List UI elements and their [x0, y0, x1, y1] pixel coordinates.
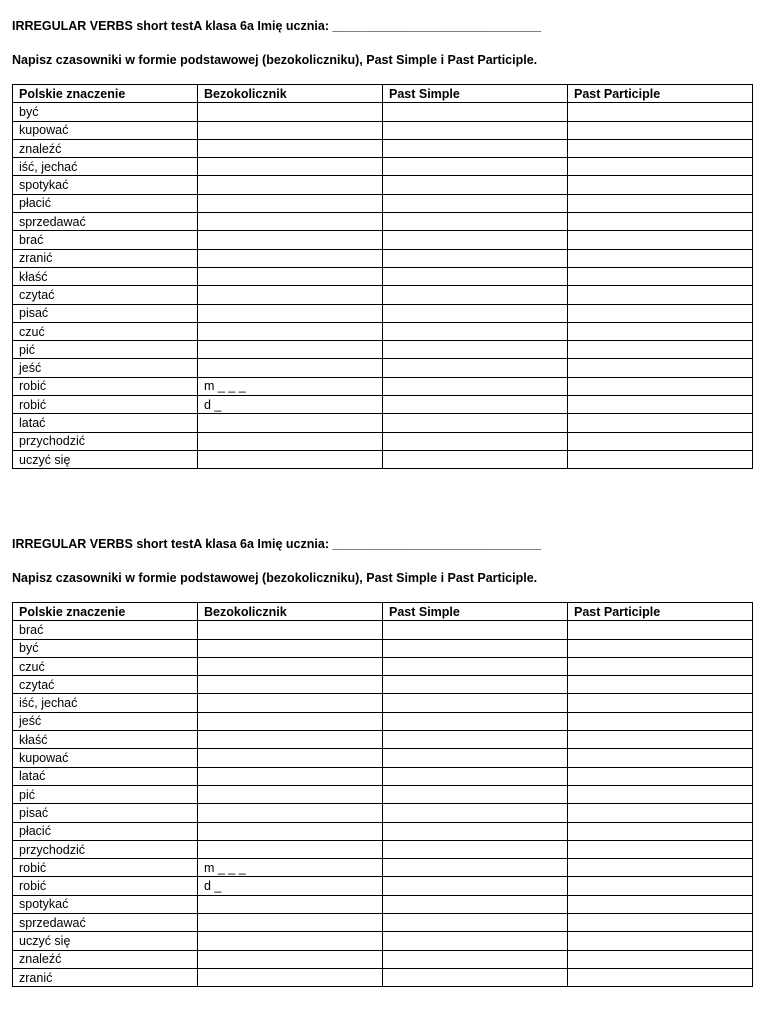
past-simple-answer-cell[interactable] [383, 731, 568, 749]
past-participle-answer-cell[interactable] [568, 158, 753, 176]
table-row [13, 694, 753, 712]
past-participle-answer-cell[interactable] [568, 731, 753, 749]
polish-meaning-cell: pisać [13, 304, 198, 322]
test-instruction: Napisz czasowniki w formie podstawowej (bezokoliczniku), Past Simple i Past Participle. [12, 571, 538, 585]
infinitive-answer-cell[interactable]: d _ [198, 877, 383, 895]
infinitive-answer-cell[interactable] [198, 804, 383, 822]
past-simple-answer-cell[interactable] [383, 676, 568, 694]
table-row [13, 322, 753, 340]
infinitive-answer-cell[interactable] [198, 731, 383, 749]
past-simple-answer-cell[interactable] [383, 414, 568, 432]
past-simple-answer-cell[interactable] [383, 621, 568, 639]
table-row [13, 231, 753, 249]
past-participle-answer-cell[interactable] [568, 286, 753, 304]
table-row [13, 396, 753, 414]
past-participle-answer-cell[interactable] [568, 396, 753, 414]
column-header-infinitive: Bezokolicznik [198, 603, 383, 621]
polish-meaning-cell: być [13, 639, 198, 657]
column-header-infinitive: Bezokolicznik [198, 85, 383, 103]
past-participle-answer-cell[interactable] [568, 657, 753, 675]
polish-meaning-cell: latać [13, 767, 198, 785]
polish-meaning-cell: spotykać [13, 176, 198, 194]
polish-meaning-cell: sprzedawać [13, 213, 198, 231]
table-row [13, 877, 753, 895]
table-row [13, 895, 753, 913]
past-simple-answer-cell[interactable] [383, 267, 568, 285]
past-simple-answer-cell[interactable] [383, 822, 568, 840]
infinitive-answer-cell[interactable] [198, 822, 383, 840]
past-simple-answer-cell[interactable] [383, 194, 568, 212]
infinitive-answer-cell[interactable] [198, 304, 383, 322]
past-participle-answer-cell[interactable] [568, 968, 753, 986]
test-section-1 [12, 18, 752, 469]
polish-meaning-cell: zranić [13, 968, 198, 986]
polish-meaning-cell: brać [13, 621, 198, 639]
polish-meaning-cell: spotykać [13, 895, 198, 913]
table-row [13, 213, 753, 231]
past-participle-answer-cell[interactable] [568, 712, 753, 730]
past-participle-answer-cell[interactable] [568, 341, 753, 359]
infinitive-answer-cell[interactable] [198, 414, 383, 432]
past-participle-answer-cell[interactable] [568, 822, 753, 840]
infinitive-answer-cell[interactable] [198, 249, 383, 267]
table-row [13, 950, 753, 968]
past-participle-answer-cell[interactable] [568, 804, 753, 822]
test-header: IRREGULAR VERBS short testA klasa 6a Imię ucznia: ______________________________ [12, 19, 542, 33]
past-simple-answer-cell[interactable] [383, 432, 568, 450]
table-row [13, 657, 753, 675]
infinitive-answer-cell[interactable] [198, 914, 383, 932]
infinitive-answer-cell[interactable] [198, 103, 383, 121]
past-participle-answer-cell[interactable] [568, 231, 753, 249]
infinitive-answer-cell[interactable] [198, 950, 383, 968]
column-header-past-participle: Past Participle [568, 603, 753, 621]
past-participle-answer-cell[interactable] [568, 359, 753, 377]
infinitive-answer-cell[interactable] [198, 450, 383, 468]
past-simple-answer-cell[interactable] [383, 231, 568, 249]
infinitive-answer-cell[interactable] [198, 139, 383, 157]
table-row [13, 450, 753, 468]
table-row [13, 932, 753, 950]
polish-meaning-cell: kłaść [13, 267, 198, 285]
table-body [13, 103, 753, 469]
past-simple-answer-cell[interactable] [383, 859, 568, 877]
past-simple-answer-cell[interactable] [383, 712, 568, 730]
infinitive-answer-cell[interactable] [198, 712, 383, 730]
table-row [13, 639, 753, 657]
past-participle-answer-cell[interactable] [568, 304, 753, 322]
table-header-row [13, 603, 753, 621]
polish-meaning-cell: latać [13, 414, 198, 432]
polish-meaning-cell: brać [13, 231, 198, 249]
table-row [13, 432, 753, 450]
infinitive-answer-cell[interactable] [198, 121, 383, 139]
table-row [13, 121, 753, 139]
past-participle-answer-cell[interactable] [568, 932, 753, 950]
infinitive-answer-cell[interactable] [198, 676, 383, 694]
polish-meaning-cell: kłaść [13, 731, 198, 749]
past-participle-answer-cell[interactable] [568, 377, 753, 395]
past-participle-answer-cell[interactable] [568, 176, 753, 194]
column-header-polish-meaning: Polskie znaczenie [13, 85, 198, 103]
past-simple-answer-cell[interactable] [383, 767, 568, 785]
past-simple-answer-cell[interactable] [383, 932, 568, 950]
past-participle-answer-cell[interactable] [568, 840, 753, 858]
polish-meaning-cell: uczyć się [13, 932, 198, 950]
past-simple-answer-cell[interactable] [383, 359, 568, 377]
past-simple-answer-cell[interactable] [383, 304, 568, 322]
polish-meaning-cell: kupować [13, 749, 198, 767]
past-simple-answer-cell[interactable] [383, 840, 568, 858]
infinitive-answer-cell[interactable] [198, 895, 383, 913]
past-simple-answer-cell[interactable] [383, 639, 568, 657]
past-participle-answer-cell[interactable] [568, 194, 753, 212]
polish-meaning-cell: czuć [13, 322, 198, 340]
past-simple-answer-cell[interactable] [383, 804, 568, 822]
past-simple-answer-cell[interactable] [383, 895, 568, 913]
verbs-table [12, 602, 753, 987]
infinitive-answer-cell[interactable] [198, 840, 383, 858]
polish-meaning-cell: robić [13, 859, 198, 877]
table-row [13, 804, 753, 822]
past-simple-answer-cell[interactable] [383, 450, 568, 468]
column-header-past-simple: Past Simple [383, 603, 568, 621]
table-row [13, 822, 753, 840]
infinitive-answer-cell[interactable] [198, 639, 383, 657]
table-row [13, 840, 753, 858]
column-header-past-participle: Past Participle [568, 85, 753, 103]
polish-meaning-cell: czuć [13, 657, 198, 675]
infinitive-answer-cell[interactable]: d _ [198, 396, 383, 414]
past-simple-answer-cell[interactable] [383, 377, 568, 395]
infinitive-answer-cell[interactable] [198, 341, 383, 359]
infinitive-answer-cell[interactable]: m _ _ _ [198, 859, 383, 877]
polish-meaning-cell: robić [13, 396, 198, 414]
past-simple-answer-cell[interactable] [383, 914, 568, 932]
table-row [13, 414, 753, 432]
past-participle-answer-cell[interactable] [568, 749, 753, 767]
infinitive-answer-cell[interactable] [198, 694, 383, 712]
polish-meaning-cell: jeść [13, 359, 198, 377]
infinitive-answer-cell[interactable] [198, 176, 383, 194]
past-simple-answer-cell[interactable] [383, 749, 568, 767]
polish-meaning-cell: kupować [13, 121, 198, 139]
table-row [13, 749, 753, 767]
infinitive-answer-cell[interactable] [198, 968, 383, 986]
polish-meaning-cell: pisać [13, 804, 198, 822]
past-simple-answer-cell[interactable] [383, 158, 568, 176]
polish-meaning-cell: uczyć się [13, 450, 198, 468]
test-instruction: Napisz czasowniki w formie podstawowej (bezokoliczniku), Past Simple i Past Participle. [12, 53, 538, 67]
table-row [13, 859, 753, 877]
past-participle-answer-cell[interactable] [568, 621, 753, 639]
past-participle-answer-cell[interactable] [568, 639, 753, 657]
test-section-2 [12, 536, 752, 987]
past-participle-answer-cell[interactable] [568, 877, 753, 895]
table-row [13, 914, 753, 932]
table-row [13, 968, 753, 986]
infinitive-answer-cell[interactable] [198, 432, 383, 450]
infinitive-answer-cell[interactable] [198, 785, 383, 803]
table-body [13, 621, 753, 987]
infinitive-answer-cell[interactable]: m _ _ _ [198, 377, 383, 395]
infinitive-answer-cell[interactable] [198, 267, 383, 285]
table-row [13, 341, 753, 359]
past-simple-answer-cell[interactable] [383, 103, 568, 121]
past-participle-answer-cell[interactable] [568, 694, 753, 712]
table-row [13, 139, 753, 157]
polish-meaning-cell: być [13, 103, 198, 121]
table-row [13, 377, 753, 395]
past-simple-answer-cell[interactable] [383, 286, 568, 304]
past-participle-answer-cell[interactable] [568, 895, 753, 913]
polish-meaning-cell: zranić [13, 249, 198, 267]
verbs-table [12, 84, 753, 469]
polish-meaning-cell: znaleźć [13, 950, 198, 968]
polish-meaning-cell: robić [13, 877, 198, 895]
past-participle-answer-cell[interactable] [568, 914, 753, 932]
past-simple-answer-cell[interactable] [383, 249, 568, 267]
table-header-row [13, 85, 753, 103]
past-participle-answer-cell[interactable] [568, 139, 753, 157]
past-simple-answer-cell[interactable] [383, 139, 568, 157]
infinitive-answer-cell[interactable] [198, 322, 383, 340]
table-row [13, 194, 753, 212]
polish-meaning-cell: płacić [13, 194, 198, 212]
table-row [13, 176, 753, 194]
polish-meaning-cell: jeść [13, 712, 198, 730]
infinitive-answer-cell[interactable] [198, 749, 383, 767]
past-participle-answer-cell[interactable] [568, 121, 753, 139]
column-header-polish-meaning: Polskie znaczenie [13, 603, 198, 621]
past-participle-answer-cell[interactable] [568, 859, 753, 877]
past-simple-answer-cell[interactable] [383, 950, 568, 968]
past-simple-answer-cell[interactable] [383, 213, 568, 231]
infinitive-answer-cell[interactable] [198, 194, 383, 212]
past-simple-answer-cell[interactable] [383, 968, 568, 986]
table-row [13, 359, 753, 377]
table-row [13, 304, 753, 322]
table-row [13, 712, 753, 730]
table-row [13, 158, 753, 176]
polish-meaning-cell: iść, jechać [13, 158, 198, 176]
past-participle-answer-cell[interactable] [568, 267, 753, 285]
past-simple-answer-cell[interactable] [383, 322, 568, 340]
infinitive-answer-cell[interactable] [198, 286, 383, 304]
polish-meaning-cell: pić [13, 785, 198, 803]
past-participle-answer-cell[interactable] [568, 785, 753, 803]
infinitive-answer-cell[interactable] [198, 359, 383, 377]
past-participle-answer-cell[interactable] [568, 767, 753, 785]
table-row [13, 286, 753, 304]
table-row [13, 676, 753, 694]
polish-meaning-cell: czytać [13, 676, 198, 694]
past-simple-answer-cell[interactable] [383, 396, 568, 414]
past-simple-answer-cell[interactable] [383, 176, 568, 194]
infinitive-answer-cell[interactable] [198, 767, 383, 785]
past-simple-answer-cell[interactable] [383, 121, 568, 139]
polish-meaning-cell: czytać [13, 286, 198, 304]
table-row [13, 731, 753, 749]
table-row [13, 767, 753, 785]
past-participle-answer-cell[interactable] [568, 103, 753, 121]
past-simple-answer-cell[interactable] [383, 785, 568, 803]
past-participle-answer-cell[interactable] [568, 676, 753, 694]
polish-meaning-cell: znaleźć [13, 139, 198, 157]
past-simple-answer-cell[interactable] [383, 694, 568, 712]
past-participle-answer-cell[interactable] [568, 213, 753, 231]
past-participle-answer-cell[interactable] [568, 322, 753, 340]
table-row [13, 785, 753, 803]
table-row [13, 103, 753, 121]
past-simple-answer-cell[interactable] [383, 877, 568, 895]
polish-meaning-cell: sprzedawać [13, 914, 198, 932]
polish-meaning-cell: iść, jechać [13, 694, 198, 712]
past-participle-answer-cell[interactable] [568, 432, 753, 450]
table-row [13, 621, 753, 639]
polish-meaning-cell: płacić [13, 822, 198, 840]
infinitive-answer-cell[interactable] [198, 657, 383, 675]
test-header: IRREGULAR VERBS short testA klasa 6a Imię ucznia: ______________________________ [12, 537, 542, 551]
polish-meaning-cell: pić [13, 341, 198, 359]
past-participle-answer-cell[interactable] [568, 950, 753, 968]
infinitive-answer-cell[interactable] [198, 621, 383, 639]
past-participle-answer-cell[interactable] [568, 450, 753, 468]
infinitive-answer-cell[interactable] [198, 158, 383, 176]
polish-meaning-cell: przychodzić [13, 432, 198, 450]
past-participle-answer-cell[interactable] [568, 414, 753, 432]
infinitive-answer-cell[interactable] [198, 932, 383, 950]
column-header-past-simple: Past Simple [383, 85, 568, 103]
past-simple-answer-cell[interactable] [383, 341, 568, 359]
polish-meaning-cell: przychodzić [13, 840, 198, 858]
infinitive-answer-cell[interactable] [198, 213, 383, 231]
table-row [13, 267, 753, 285]
infinitive-answer-cell[interactable] [198, 231, 383, 249]
past-participle-answer-cell[interactable] [568, 249, 753, 267]
polish-meaning-cell: robić [13, 377, 198, 395]
past-simple-answer-cell[interactable] [383, 657, 568, 675]
table-row [13, 249, 753, 267]
